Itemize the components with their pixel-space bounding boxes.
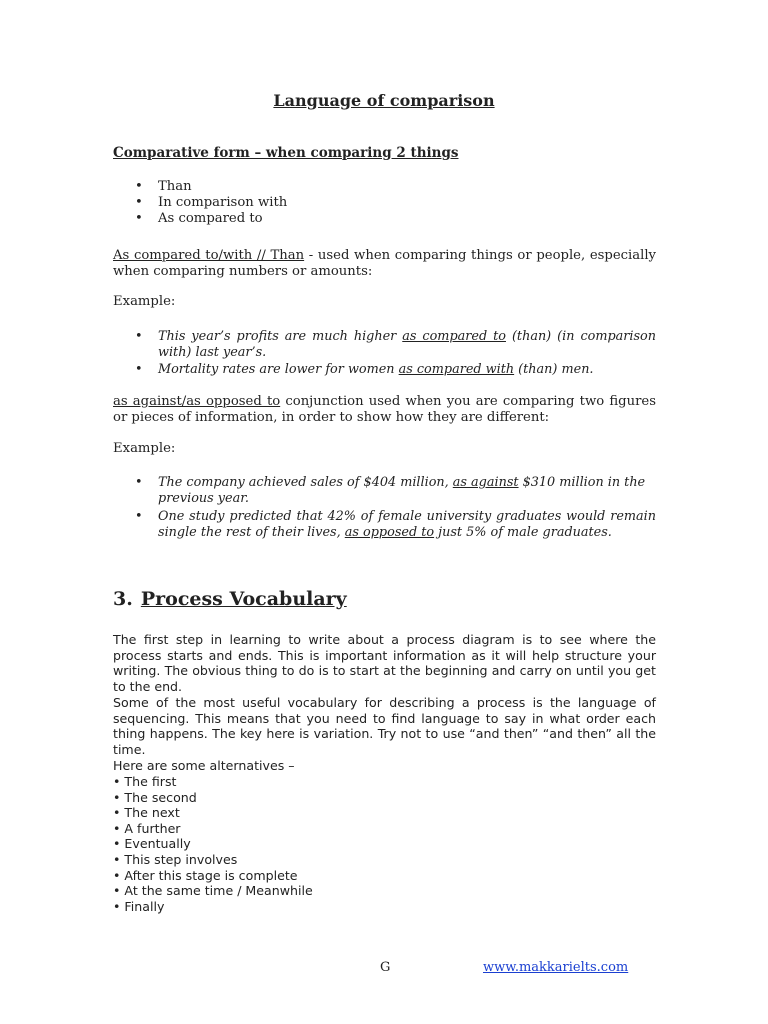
list-item: • The next (113, 805, 180, 821)
alternatives-intro: Here are some alternatives – (113, 758, 295, 773)
page-number: G (380, 960, 391, 975)
example-item: • Mortality rates are lower for women as compared with (than) men. (113, 362, 656, 378)
example-item: • This year’s profits are much higher as compared to (than) (in comparison with) last year’s. (113, 329, 656, 361)
list-item: • After this stage is complete (113, 867, 298, 883)
section-heading (113, 587, 347, 611)
list-item: • In comparison with (113, 195, 656, 211)
list-item: • Finally (113, 898, 165, 914)
examples-list-1 (113, 329, 656, 378)
list-item: • Than (113, 179, 656, 195)
list-item: • As compared to (113, 211, 656, 227)
list-item: • Eventually (113, 836, 191, 852)
examples-list-2 (113, 475, 656, 541)
website-link[interactable]: www.makkarielts.com (483, 960, 629, 975)
example-item: • The company achieved sales of $404 million, as against $310 million in the previous year. (113, 475, 656, 507)
page-title: Language of comparison (273, 91, 495, 110)
example-item: • One study predicted that 42% of female university graduates would remain single the rest of their lives, as opposed to just 5% of male graduates. (113, 509, 656, 541)
comparative-list (113, 179, 656, 227)
list-item: • The first (113, 774, 177, 789)
list-item: • A further (113, 820, 181, 836)
process-paragraph-2: Some of the most useful vocabulary for describing a process is the language of sequencing. This means that you need to find language to say in what order each thing happens. The key here is variation. Try not to use “and then” “and then” all the time. (113, 695, 656, 757)
list-item: • This step involves (113, 851, 238, 867)
section-number: 3. (113, 588, 133, 610)
paragraph-as-against: as against/as opposed to conjunction used when you are comparing two figures or pieces of information, in order to show how they are different: (113, 394, 656, 425)
section-title: Process Vocabulary (140, 588, 347, 610)
example-label: Example: (113, 441, 176, 456)
alternatives-list (113, 774, 313, 914)
process-paragraph-1: The first step in learning to write about a process diagram is to see where the process starts and ends. This is important information as it will help structure your writing. The obvious thing to do is to start at the beginning and carry on until you get to the end. (113, 632, 656, 694)
example-label: Example: (113, 294, 176, 309)
list-item: • The second (113, 789, 197, 805)
list-item: • At the same time / Meanwhile (113, 883, 313, 899)
paragraph-compared-to: As compared to/with // Than - used when comparing things or people, especially when comparing numbers or amounts: (113, 248, 656, 279)
subheading: Comparative form – when comparing 2 things (113, 145, 459, 161)
